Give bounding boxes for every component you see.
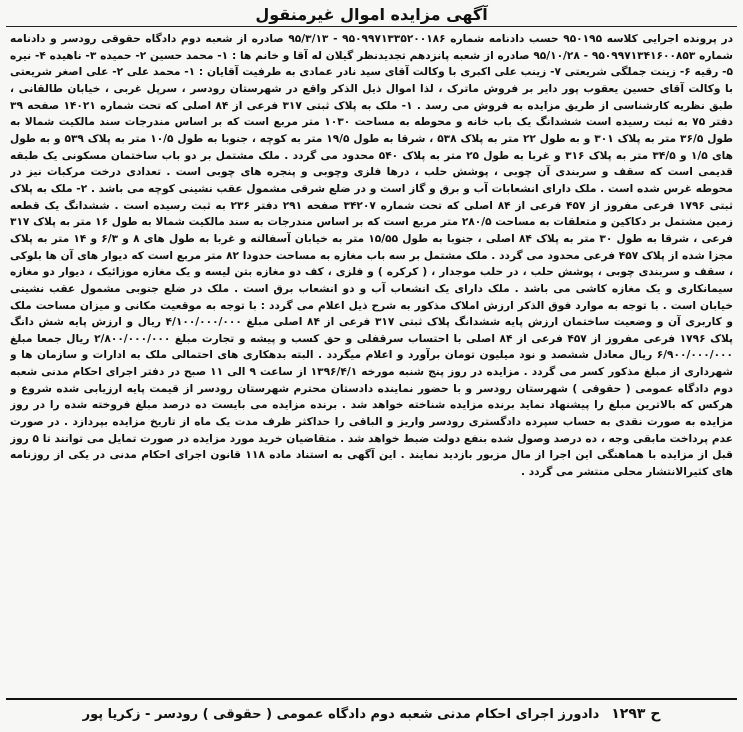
notice-reference-number: ح ۱۲۹۳ (611, 706, 661, 722)
notice-footer (6, 698, 737, 728)
notice-signature-line: دادورز اجرای احکام مدنی شعبه دوم دادگاه عمومی ( حقوقی ) رودسر - زکریا پور (82, 706, 600, 722)
notice-title: آگهی مزایده اموال غیرمنقول (6, 4, 737, 27)
notice-body: در پرونده اجرایی کلاسه ۹۵۰۱۹۵ حسب دادنامه شماره ۹۵۰۹۹۷۱۳۳۵۲۰۰۱۸۶ - ۹۵/۳/۱۳ صادره از شعبه دوم دادگاه حقوقی رودسر و دادنامه شماره ۹۵۰۹۹۷۱۳۴۱۶۰۰۸۵۳ - ۹۵/۱۰/۲۸ صادره از شعبه پانزدهم تجدیدنظر گیلان له آقا و خانم ها : ۱- محمد حسین ۲- حمیده ۳- ناهیده ۴- نیره ۵- رقیه ۶- زینت جملگی شریعتی ۷- زینب علی اکبری با وکالت آقای سید نادر عمادی به طرفیت آقایان : ۱- محمد علی ۲- علی اصغر شریعتی با وکالت آقای حسین یعقوب پور دایر بر فروش ماترک ، لذا اموال ذیل الذکر واقع در شهرستان رودسر ، سرپل غربی ، خیابان طالقانی ، طبق نظریه کارشناسی از طریق مزایده به فروش می رسد . ۱- ملک به پلاک ثبتی ۳۱۷ فرعی از ۸۴ اصلی که تحت شماره ۱۴۰۲۱ صفحه ۳۹ دفتر ۷۵ به ثبت رسیده است ششدانگ یک باب خانه و محوطه به مساحت ۱۰۳۰ متر مربع است که بر اساس مندرجات سند مالکیت شمالا به طول ۳۶/۵ متر به پلاک ۳۰۱ و به طول ۲۲ متر به پلاک ۵۳۸ ، شرقا به طول ۱۹/۵ متر به کوچه ، جنوبا به طول ۱۰/۵ متر به پلاک ۵۳۹ و به طول های ۱/۵ و ۳۴/۵ متر به پلاک ۳۱۶ و غربا به طول ۲۵ متر به پلاک ۵۴۰ محدود می گردد . ملک مشتمل بر دو باب ساختمان مسکونی یک طبقه قدیمی است که سقف و سربندی آن چوبی ، پوشش حلب ، درها فلزی وچوبی و پنجره های چوبی است . تعدادی درخت مرکبات نیز در محوطه غرس شده است . ملک دارای انشعابات آب و برق و گاز است و در ضلع شرقی مشمول عقب نشینی کوچه می باشد . ۲- ملک به پلاک ثبتی ۱۷۹۶ فرعی مفروز از ۴۵۷ فرعی از ۸۴ اصلی که تحت شماره ۳۴۲۰۷ صفحه ۲۹۱ دفتر ۲۳۶ به ثبت رسیده است . ششدانگ یک قطعه زمین مشتمل بر دکاکین و متعلقات به مساحت ۲۸۰/۵ متر مربع است که بر اساس مندرجات به سند مالکیت شمالا به طول ۱۶ متر به پلاک ۳۱۷ فرعی ، شرقا به طول ۳۰ متر به پلاک ۸۴ اصلی ، جنوبا به طول ۱۵/۵۵ متر به خیابان آسفالته و غربا به طول های ۸ و ۶/۳ و ۱۴ متر به پلاک مجزا شده از پلاک ۴۵۷ فرعی محدود می گردد . ملک مشتمل بر سه باب مغازه به مساحت حدودا ۸۲ متر مربع است که دیوار های آن ها بلوکی ، سقف و سربندی چوبی ، پوشش حلب ، در حلب موجدار ، ( کرکره ) و فلزی ، کف دو مغازه بتن لیسه و یک مغازه موزائیک ، دیوار دو مغازه سیمانکاری و یک مغازه کاشی می باشد . ملک دارای یک انشعاب آب و دو انشعاب برق است . ملک در ضلع جنوبی مشمول عقب نشینی خیابان است . با توجه به موارد فوق الذکر ارزش املاک مذکور به شرح ذیل اعلام می گردد : با توجه به موقعیت مکانی و میزان مساحت ملک و کاربری آن و وضعیت ساختمان ارزش پایه ششدانگ پلاک ثبتی ۳۱۷ فرعی از ۸۴ اصلی مبلغ ۴/۱۰۰/۰۰۰/۰۰۰ ریال و ارزش پایه شش دانگ پلاک ۱۷۹۶ فرعی مفروز از ۴۵۷ فرعی از ۸۴ اصلی با احتساب سرقفلی و حق کسب و پیشه و تجارت مبلغ ۲/۸۰۰/۰۰۰/۰۰۰ ریال جمعا مبلغ ۶/۹۰۰/۰۰۰/۰۰۰ ریال معادل ششصد و نود میلیون تومان برآورد و اعلام میگردد . البته بدهکاری های احتمالی ملک به ادارات و سازمان ها و شهرداری از مبلغ مذکور کسر می گردد . مزایده در روز پنج شنبه مورخه ۱۳۹۶/۴/۱ از ساعت ۹ الی ۱۱ صبح در دفتر اجرای احکام مدنی شعبه دوم دادگاه عمومی ( حقوقی ) شهرستان رودسر و با حضور نماینده دادستان محترم شهرستان رودسر از قیمت پایه ارزیابی شده شروع و هرکس که بالاترین مبلغ را پیشنهاد نماید برنده مزایده شناخته خواهد شد . برنده مزایده می بایست ده درصد مبلغ فروخته شده را در روز مزایده به صورت نقدی به حساب سپرده دادگستری رودسر واریز و الباقی را حداکثر ظرف مدت یک ماه از تاریخ مزایده بپردازد . در صورت عدم پرداخت مابقی وجه ، ده درصد وصول شده بنفع دولت ضبط خواهد شد . متقاضیان خرید مورد مزایده در صورت تمایل می توانند تا ۵ روز قبل از مزایده با هماهنگی این اجرا از مال مزبور بازدید نمایند . این آگهی به استناد ماده ۱۱۸ قانون اجرای احکام مدنی در یکی از روزنامه های کثیرالانتشار محلی منتشر می گردد . (10, 33, 733, 479)
